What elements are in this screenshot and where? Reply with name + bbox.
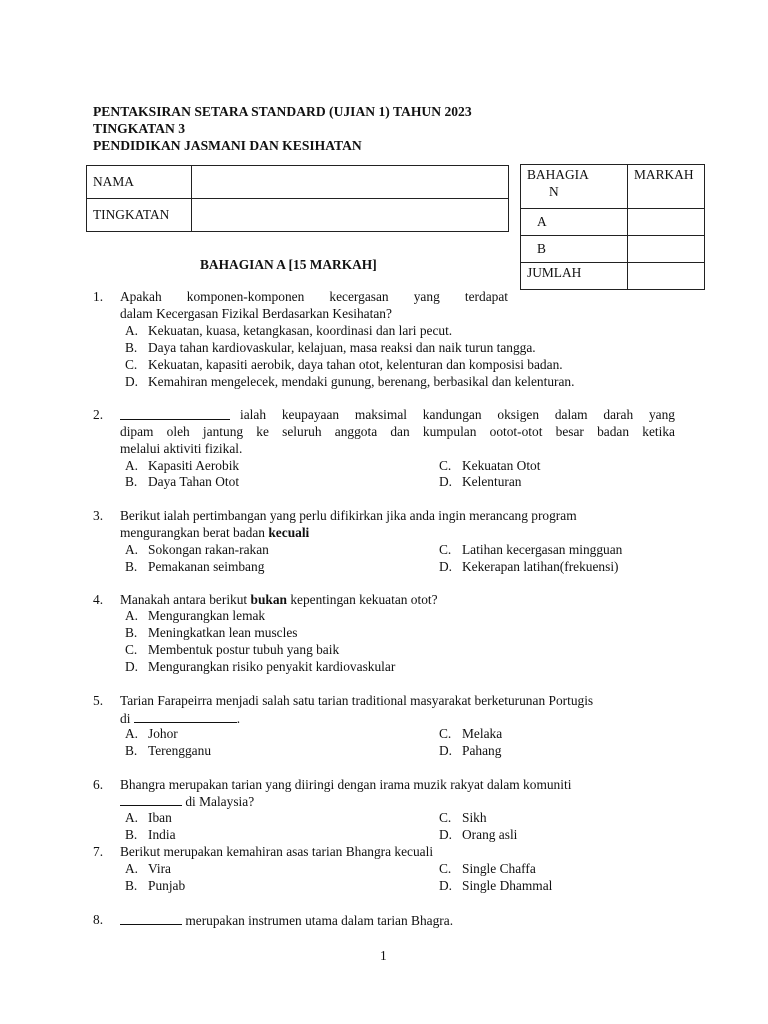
question-number: 1. xyxy=(93,289,104,304)
answer-option[interactable]: B. Terengganu xyxy=(125,743,212,758)
answer-option[interactable]: B. Daya Tahan Otot xyxy=(125,474,240,489)
answer-option[interactable]: A. Kekuatan, kuasa, ketangkasan, koordinasi dan lari pecut. xyxy=(125,323,453,338)
question-text: di Malaysia? xyxy=(120,793,254,811)
answer-option[interactable]: C. Kekuatan, kapasiti aerobik, daya tahan otot, kelenturan dan komposisi badan. xyxy=(125,357,563,372)
question-number: 7. xyxy=(93,844,104,859)
answer-option[interactable]: D. Kelenturan xyxy=(439,474,522,489)
answer-option[interactable]: C. Latihan kecergasan mingguan xyxy=(439,542,623,557)
marks-header-section: BAHAGIA N xyxy=(521,165,628,209)
question-text: ialah keupayaan maksimal kandungan oksigen dalam darah yang xyxy=(120,407,675,424)
page-number: 1 xyxy=(380,948,387,963)
answer-option[interactable]: B. Daya tahan kardiovaskular, kelajuan, masa reaksi dan naik turun tangga. xyxy=(125,340,536,355)
question-text: di . xyxy=(120,711,241,726)
answer-option[interactable]: A. Iban xyxy=(125,810,172,825)
marks-row-label: B xyxy=(521,236,628,263)
answer-option[interactable]: C. Melaka xyxy=(439,726,503,741)
answer-blank[interactable] xyxy=(120,912,182,925)
answer-option[interactable]: B. Meningkatkan lean muscles xyxy=(125,625,298,640)
exam-title: PENTAKSIRAN SETARA STANDARD (UJIAN 1) TAHUN 2023 xyxy=(93,104,472,119)
question-number: 4. xyxy=(93,592,104,607)
question-text: dalam Kecergasan Fizikal Berdasarkan Kesihatan? xyxy=(120,306,392,321)
question-number: 2. xyxy=(93,407,104,422)
question-text: Manakah antara berikut bukan kepentingan kekuatan otot? xyxy=(120,592,438,607)
question-text: Tarian Farapeirra menjadi salah satu tarian traditional masyarakat berketurunan Portugis xyxy=(120,693,594,708)
class-field[interactable] xyxy=(192,199,509,232)
marks-header-score: MARKAH xyxy=(628,165,705,209)
question-text: Berikut ialah pertimbangan yang perlu difikirkan jika anda ingin merancang program xyxy=(120,508,577,523)
name-label: NAMA xyxy=(87,166,192,199)
answer-option[interactable]: A. Mengurangkan lemak xyxy=(125,608,266,623)
answer-option[interactable]: C. Kekuatan Otot xyxy=(439,458,541,473)
answer-option[interactable]: A. Johor xyxy=(125,726,178,741)
question-text: Bhangra merupakan tarian yang diiringi dengan irama muzik rakyat dalam komuniti xyxy=(120,777,572,792)
question-number: 3. xyxy=(93,508,104,523)
marks-table xyxy=(520,164,705,290)
marks-row-label: JUMLAH xyxy=(521,263,628,290)
answer-option[interactable]: B. Punjab xyxy=(125,878,186,893)
question-text: Apakah komponen-komponen kecergasan yang terdapat xyxy=(120,289,508,304)
section-title: BAHAGIAN A [15 MARKAH] xyxy=(200,257,377,272)
answer-option[interactable]: C. Membentuk postur tubuh yang baik xyxy=(125,642,340,657)
answer-option[interactable]: B. Pemakanan seimbang xyxy=(125,559,265,574)
question-text: merupakan instrumen utama dalam tarian Bhagra. xyxy=(120,912,453,930)
answer-option[interactable]: C. Single Chaffa xyxy=(439,861,536,876)
name-field[interactable] xyxy=(192,166,509,199)
answer-option[interactable]: D. Pahang xyxy=(439,743,502,758)
question-number: 5. xyxy=(93,693,104,708)
answer-option[interactable]: D. Orang asli xyxy=(439,827,518,842)
student-info-table xyxy=(86,165,509,232)
class-label: TINGKATAN xyxy=(87,199,192,232)
exam-subject: PENDIDIKAN JASMANI DAN KESIHATAN xyxy=(93,138,362,153)
answer-blank[interactable] xyxy=(134,710,237,723)
question-number: 8. xyxy=(93,912,104,927)
answer-blank[interactable] xyxy=(120,793,182,806)
question-text: melalui aktiviti fizikal. xyxy=(120,441,243,456)
answer-option[interactable]: D. Mengurangkan risiko penyakit kardiovaskular xyxy=(125,659,396,674)
answer-option[interactable]: D. Kemahiran mengelecek, mendaki gunung, berenang, berbasikal dan kelenturan. xyxy=(125,374,575,389)
answer-option[interactable]: A. Sokongan rakan-rakan xyxy=(125,542,269,557)
exam-form-level: TINGKATAN 3 xyxy=(93,121,186,136)
question-text: mengurangkan berat badan kecuali xyxy=(120,525,310,540)
answer-option[interactable]: D. Kekerapan latihan(frekuensi) xyxy=(439,559,619,574)
answer-blank[interactable] xyxy=(120,407,230,420)
marks-row-score[interactable] xyxy=(628,236,705,263)
answer-option[interactable]: A. Vira xyxy=(125,861,171,876)
answer-option[interactable]: A. Kapasiti Aerobik xyxy=(125,458,240,473)
question-number: 6. xyxy=(93,777,104,792)
answer-option[interactable]: D. Single Dhammal xyxy=(439,878,553,893)
question-text: dipam oleh jantung ke seluruh anggota dan kumpulan ootot-otot besar badan ketika xyxy=(120,424,675,439)
marks-row-label: A xyxy=(521,209,628,236)
marks-row-score[interactable] xyxy=(628,263,705,290)
answer-option[interactable]: C. Sikh xyxy=(439,810,487,825)
marks-row-score[interactable] xyxy=(628,209,705,236)
question-text: Berikut merupakan kemahiran asas tarian Bhangra kecuali xyxy=(120,844,434,859)
answer-option[interactable]: B. India xyxy=(125,827,176,842)
